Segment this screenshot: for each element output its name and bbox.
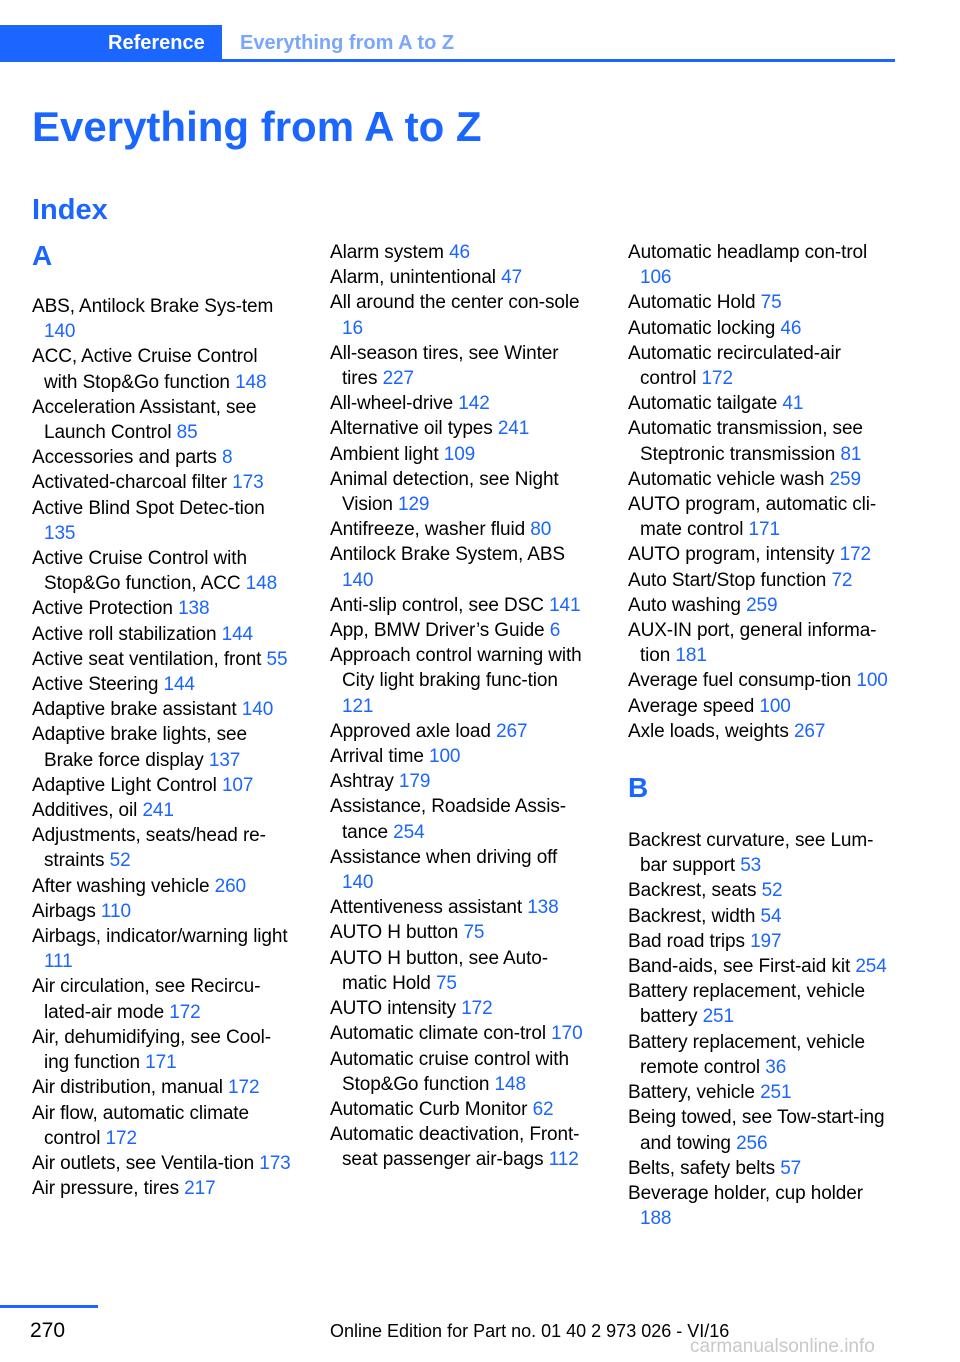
index-entry-text: Active Protection xyxy=(32,598,173,620)
index-entry xyxy=(32,697,294,722)
page-reference-link[interactable]: 217 xyxy=(184,1178,216,1200)
index-entry xyxy=(628,316,890,341)
index-entry-text: Attentiveness assistant xyxy=(330,897,523,919)
index-entry-text: Battery, vehicle xyxy=(628,1082,755,1104)
index-entry xyxy=(330,416,592,441)
page-reference-link[interactable]: 173 xyxy=(232,472,264,494)
page-reference-link[interactable]: 75 xyxy=(760,292,782,314)
page-header xyxy=(0,25,895,62)
header-section-tab[interactable]: Reference xyxy=(0,25,222,62)
index-entry-text: Adaptive Light Control xyxy=(32,774,217,796)
index-entry xyxy=(330,643,592,719)
page-reference-link[interactable]: 141 xyxy=(549,594,581,616)
header-breadcrumb[interactable]: Everything from A to Z xyxy=(240,32,455,54)
index-entry xyxy=(628,1080,890,1105)
footer-rule xyxy=(0,1305,98,1308)
index-entry xyxy=(628,1181,890,1231)
index-letter-a: A xyxy=(32,240,53,271)
page-reference-link[interactable]: 57 xyxy=(780,1157,802,1179)
page-reference-link[interactable]: 112 xyxy=(548,1149,579,1171)
index-entry-text: Alarm system xyxy=(330,242,444,263)
index-entry-text: Automatic transmission, see Steptronic transmission xyxy=(628,418,863,465)
index-entry-text: Active seat ventilation, front xyxy=(32,648,262,670)
index-entry-text: App, BMW Driver’s Guide xyxy=(330,620,545,642)
index-entry xyxy=(32,924,294,974)
index-entry xyxy=(330,618,592,643)
index-entry-text: Alarm, unintentional xyxy=(330,267,496,289)
index-entry-text: Accessories and parts xyxy=(32,447,217,469)
index-entry-text: Automatic tailgate xyxy=(628,393,778,415)
index-entry xyxy=(628,719,890,744)
index-column-1 xyxy=(32,240,294,1201)
index-entry xyxy=(330,240,592,265)
index-entry xyxy=(330,442,592,467)
index-entry xyxy=(628,492,890,542)
page-reference-link[interactable]: 172 xyxy=(839,544,872,566)
page-reference-link[interactable]: 148 xyxy=(245,573,278,595)
index-entry-text: After washing vehicle xyxy=(32,875,210,897)
index-entry-text: Band-aids, see First-aid kit xyxy=(628,956,851,978)
page-reference-link[interactable]: 170 xyxy=(551,1023,583,1045)
index-entry-text: Automatic climate con‐trol xyxy=(330,1023,546,1045)
index-entry xyxy=(628,979,890,1029)
index-entry xyxy=(628,542,890,567)
index-entry xyxy=(330,794,592,844)
header-rule xyxy=(222,59,895,62)
index-entry xyxy=(330,341,592,391)
index-entry xyxy=(628,391,890,416)
page-reference-link[interactable]: 259 xyxy=(829,468,861,490)
page-reference-link[interactable]: 251 xyxy=(760,1082,792,1104)
page-reference-link[interactable]: 172 xyxy=(701,368,733,390)
index-entry xyxy=(628,290,890,315)
index-entry xyxy=(32,722,294,772)
index-entry-text: Automatic cruise control with Stop&Go function xyxy=(330,1048,569,1095)
index-entry xyxy=(330,517,592,542)
index-entry xyxy=(32,546,294,596)
page-reference-link[interactable]: 260 xyxy=(214,875,247,897)
index-entry-text: Airbags, indicator/warning light xyxy=(32,926,288,948)
index-entry-text: AUTO program, automatic cli‐mate control xyxy=(628,494,877,541)
index-entry xyxy=(628,929,890,954)
page-reference-link[interactable]: 72 xyxy=(831,569,853,591)
index-entry-text: Battery replacement, vehicle remote control xyxy=(628,1031,865,1078)
index-entry-text: Additives, oil xyxy=(32,800,138,822)
page-reference-link[interactable]: 172 xyxy=(105,1127,137,1149)
index-entry-text: Assistance when driving off xyxy=(330,846,558,868)
index-entry xyxy=(32,1151,294,1176)
page-reference-link[interactable]: 106 xyxy=(640,267,672,289)
index-entry xyxy=(628,1156,890,1181)
page-reference-link[interactable]: 181 xyxy=(675,645,707,667)
index-entry xyxy=(628,618,890,668)
index-entry xyxy=(628,341,890,391)
page-reference-link[interactable]: 137 xyxy=(208,749,241,771)
index-entry-text: AUTO H button xyxy=(330,922,459,944)
index-entry-text: Air distribution, manual xyxy=(32,1077,223,1099)
index-entry xyxy=(330,467,592,517)
index-entry xyxy=(32,672,294,697)
index-entry xyxy=(32,1075,294,1100)
index-entry-text: Automatic locking xyxy=(628,317,776,339)
page-reference-link[interactable]: 144 xyxy=(221,623,254,645)
index-entry-text: AUTO intensity xyxy=(330,998,457,1020)
page-reference-link[interactable]: 100 xyxy=(429,746,461,768)
index-entry-text: Backrest, seats xyxy=(628,880,757,902)
page-reference-link[interactable]: 53 xyxy=(740,855,762,877)
page-reference-link[interactable]: 36 xyxy=(765,1056,787,1078)
page-reference-link[interactable]: 80 xyxy=(530,519,552,541)
page-reference-link[interactable]: 179 xyxy=(398,771,431,793)
page-reference-link[interactable]: 52 xyxy=(761,880,783,902)
page-reference-link[interactable]: 267 xyxy=(496,720,528,742)
page-reference-link[interactable]: 110 xyxy=(100,900,131,922)
page-reference-link[interactable]: 54 xyxy=(760,905,782,927)
index-entry xyxy=(628,694,890,719)
index-entry xyxy=(32,445,294,470)
index-entry xyxy=(330,593,592,618)
index-entry-text: Air flow, automatic climate control xyxy=(32,1102,249,1149)
index-entry-text: Arrival time xyxy=(330,746,424,768)
index-entry-text: Air outlets, see Ventila‐tion xyxy=(32,1152,255,1174)
edition-note: Online Edition for Part no. 01 40 2 973 026 - VI/16 xyxy=(330,1321,730,1341)
index-letter-b: B xyxy=(628,772,649,804)
page-reference-link[interactable]: 172 xyxy=(169,1001,201,1023)
page-reference-link[interactable]: 267 xyxy=(793,720,826,742)
index-entry xyxy=(330,895,592,920)
index-entry xyxy=(32,470,294,495)
index-entry xyxy=(330,290,592,340)
index-entry xyxy=(32,647,294,672)
index-entry-text: Bad road trips xyxy=(628,930,745,952)
index-entry xyxy=(628,954,890,979)
index-entry xyxy=(330,719,592,744)
index-entry xyxy=(330,1047,592,1097)
index-entry-text: Belts, safety belts xyxy=(628,1157,776,1179)
index-entry-text: Backrest curvature, see Lum‐bar support xyxy=(628,830,874,877)
index-entry xyxy=(32,344,294,394)
index-entry-text: Adaptive brake lights, see Brake force display xyxy=(32,724,247,771)
index-entry xyxy=(32,622,294,647)
index-entry-text: ACC, Active Cruise Control with Stop&Go function xyxy=(32,346,258,393)
index-entry-text: Air pressure, tires xyxy=(32,1178,179,1200)
page-reference-link[interactable]: 46 xyxy=(780,317,802,339)
index-entry xyxy=(32,294,294,344)
index-entry-text: Automatic headlamp con‐trol xyxy=(628,242,868,263)
index-entry-text: Ambient light xyxy=(330,443,439,465)
index-entry xyxy=(330,391,592,416)
index-entry xyxy=(628,668,890,693)
index-entry xyxy=(32,823,294,873)
page-reference-link[interactable]: 75 xyxy=(435,972,457,994)
index-entry xyxy=(628,593,890,618)
page-reference-link[interactable]: 47 xyxy=(501,267,523,289)
page-reference-link[interactable]: 138 xyxy=(527,897,559,919)
page-title: Everything from A to Z xyxy=(32,103,482,150)
page-reference-link[interactable]: 171 xyxy=(748,519,780,541)
index-entry-text: Average speed xyxy=(628,695,755,717)
index-entry-text: Auto washing xyxy=(628,594,741,616)
page-reference-link[interactable]: 227 xyxy=(382,368,414,390)
index-entry-text: Being towed, see Tow-start‐ing and towing xyxy=(628,1107,885,1154)
page-reference-link[interactable]: 140 xyxy=(342,569,374,591)
index-entry-text: ABS, Antilock Brake Sys‐tem xyxy=(32,296,274,317)
page-reference-link[interactable]: 100 xyxy=(856,670,888,692)
index-entry-text: Auto Start/Stop function xyxy=(628,569,827,591)
page-reference-link[interactable]: 148 xyxy=(235,371,267,393)
page-reference-link[interactable]: 55 xyxy=(266,648,288,670)
page-reference-link[interactable]: 171 xyxy=(145,1052,177,1074)
page-reference-link[interactable]: 138 xyxy=(178,598,210,620)
index-entry-text: Antilock Brake System, ABS xyxy=(330,544,565,566)
page-reference-link[interactable]: 6 xyxy=(549,620,561,642)
index-entry xyxy=(330,1021,592,1046)
page-reference-link[interactable]: 241 xyxy=(142,800,174,822)
index-entry-text: Approved axle load xyxy=(330,720,491,742)
page-reference-link[interactable]: 16 xyxy=(342,317,363,339)
index-entry-text: Automatic recirculated-air control xyxy=(628,342,841,390)
index-entry xyxy=(628,240,890,290)
index-entry xyxy=(32,899,294,924)
index-entry xyxy=(330,744,592,769)
index-entry-text: Active Steering xyxy=(32,674,159,696)
page-number: 270 xyxy=(30,1319,66,1342)
page-reference-link[interactable]: 41 xyxy=(782,393,804,415)
page-reference-link[interactable]: 140 xyxy=(342,872,374,894)
page-reference-link[interactable]: 251 xyxy=(702,1006,734,1028)
index-entry-text: Animal detection, see Night Vision xyxy=(330,468,559,516)
index-entry-text: Air circulation, see Recircu‐lated-air mode xyxy=(32,976,261,1023)
index-entry-text: Antifreeze, washer fluid xyxy=(330,519,526,541)
page-reference-link[interactable]: 121 xyxy=(342,695,374,717)
index-entry-text: Automatic Hold xyxy=(628,292,756,314)
index-entry xyxy=(32,798,294,823)
index-entry-text: Backrest, width xyxy=(628,905,756,927)
page-reference-link[interactable]: 100 xyxy=(759,695,791,717)
index-entry-text: AUTO H button, see Auto‐matic Hold xyxy=(330,947,548,994)
index-entry-text: Activated-charcoal filter xyxy=(32,472,227,494)
index-entry-text: Battery replacement, vehicle battery xyxy=(628,981,865,1028)
index-entry xyxy=(330,996,592,1021)
section-title: Index xyxy=(32,194,108,226)
index-entry xyxy=(628,1030,890,1080)
index-entry xyxy=(628,416,890,466)
index-entry xyxy=(32,874,294,899)
page-reference-link[interactable]: 254 xyxy=(393,821,425,843)
index-entry xyxy=(32,496,294,546)
index-entry xyxy=(32,1025,294,1075)
index-entry-text: Automatic vehicle wash xyxy=(628,468,825,490)
index-entry-text: Airbags xyxy=(32,900,96,922)
page-reference-link[interactable]: 46 xyxy=(449,242,470,263)
page-reference-link[interactable]: 135 xyxy=(44,522,76,544)
page-reference-link[interactable]: 254 xyxy=(855,956,887,978)
index-entry-text: Automatic deactivation, Front-seat passenger air‐bags xyxy=(330,1124,580,1171)
index-entry-text: AUTO program, intensity xyxy=(628,544,835,566)
index-entry-text: Adjustments, seats/head re‐straints xyxy=(32,825,266,872)
index-entry xyxy=(330,769,592,794)
index-entry xyxy=(628,1105,890,1155)
page-reference-link[interactable]: 172 xyxy=(228,1077,260,1099)
index-entry-text: AUX-IN port, general informa‐tion xyxy=(628,620,877,667)
index-entry-text: Ashtray xyxy=(330,771,394,793)
index-entry xyxy=(628,828,890,878)
index-entry xyxy=(32,1176,294,1201)
index-entry-text: Air, dehumidifying, see Cool‐ing function xyxy=(32,1026,271,1074)
index-entry xyxy=(330,1122,592,1172)
index-entry xyxy=(32,395,294,445)
page-reference-link[interactable]: 75 xyxy=(463,922,485,944)
page-reference-link[interactable]: 148 xyxy=(494,1073,526,1095)
page-reference-link[interactable]: 62 xyxy=(532,1098,554,1120)
page-reference-link[interactable]: 52 xyxy=(109,850,131,872)
page-reference-link[interactable]: 256 xyxy=(736,1132,768,1154)
page-reference-link[interactable]: 140 xyxy=(44,321,76,343)
page-reference-link[interactable]: 129 xyxy=(398,494,430,516)
page-reference-link[interactable]: 197 xyxy=(750,930,782,952)
index-entry xyxy=(32,974,294,1024)
page-reference-link[interactable]: 109 xyxy=(443,443,476,465)
page-reference-link[interactable]: 81 xyxy=(840,443,862,465)
index-entry xyxy=(628,904,890,929)
index-entry xyxy=(628,878,890,903)
index-entry-text: Anti-slip control, see DSC xyxy=(330,594,544,616)
index-entry-text: Axle loads, weights xyxy=(628,720,789,742)
index-entry-text: Average fuel consump‐tion xyxy=(628,670,852,692)
page-reference-link[interactable]: 172 xyxy=(461,998,493,1020)
index-entry xyxy=(330,845,592,895)
index-entry xyxy=(32,596,294,621)
index-entry xyxy=(330,946,592,996)
page-reference-link[interactable]: 85 xyxy=(176,422,198,444)
index-entry-text: Active roll stabilization xyxy=(32,623,217,645)
index-entry-text: Active Cruise Control with Stop&Go function, ACC xyxy=(32,548,247,595)
page-reference-link[interactable]: 241 xyxy=(497,418,530,440)
page-reference-link[interactable]: 259 xyxy=(746,594,778,616)
index-entry xyxy=(330,920,592,945)
page-reference-link[interactable]: 142 xyxy=(458,393,490,415)
page-reference-link[interactable]: 173 xyxy=(259,1152,291,1174)
index-entry xyxy=(32,1101,294,1151)
index-entry-text: Acceleration Assistant, see Launch Control xyxy=(32,396,257,444)
page-reference-link[interactable]: 144 xyxy=(163,674,195,696)
index-entry xyxy=(330,1097,592,1122)
index-entry xyxy=(330,542,592,592)
watermark: carmanualsonline.info xyxy=(690,1336,875,1357)
index-entry-text: Approach control warning with City light braking func‐tion xyxy=(330,645,582,692)
index-entry xyxy=(330,265,592,290)
index-entry-text: All-season tires, see Winter tires xyxy=(330,342,559,390)
page-reference-link[interactable]: 111 xyxy=(44,951,73,973)
index-entry-text: Alternative oil types xyxy=(330,418,493,440)
index-entry-text: All-wheel-drive xyxy=(330,393,454,415)
page-reference-link[interactable]: 8 xyxy=(222,447,233,469)
index-entry-text: Assistance, Roadside Assis‐tance xyxy=(330,796,566,843)
index-entry-text: Active Blind Spot Detec‐tion xyxy=(32,497,265,519)
index-entry xyxy=(628,568,890,593)
page-reference-link[interactable]: 140 xyxy=(241,699,274,721)
index-entry xyxy=(32,773,294,798)
index-column-3 xyxy=(628,240,890,1231)
index-entry-text: Adaptive brake assistant xyxy=(32,699,237,721)
page-reference-link[interactable]: 188 xyxy=(640,1208,672,1230)
index-entry-text: Automatic Curb Monitor xyxy=(330,1098,528,1120)
index-entry-text: All around the center con‐sole xyxy=(330,292,580,314)
index-entry-text: Beverage holder, cup holder xyxy=(628,1182,863,1204)
page-reference-link[interactable]: 107 xyxy=(221,774,254,796)
index-column-2 xyxy=(330,240,592,1173)
index-entry xyxy=(628,467,890,492)
